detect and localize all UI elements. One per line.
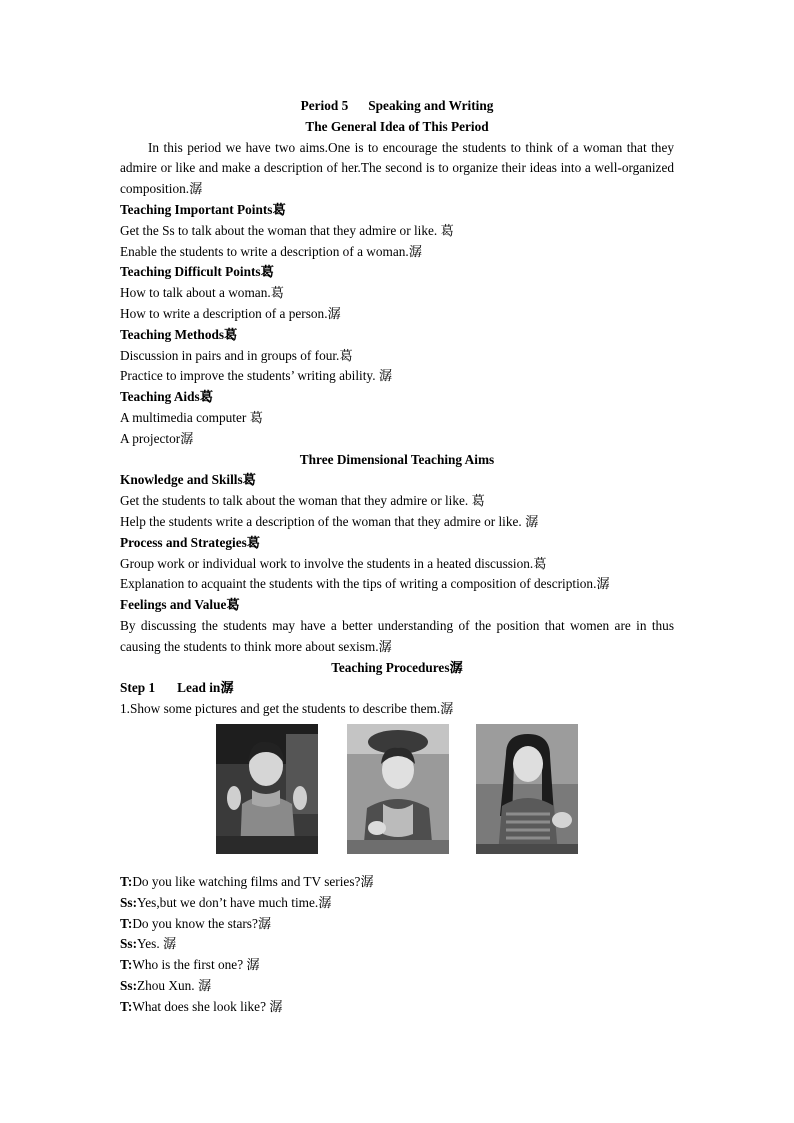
procedures-heading: Teaching Procedures潺 (331, 659, 463, 675)
method-2: Practice to improve the students’ writing ability. 潺 (120, 368, 393, 384)
period-number: Period 5 (300, 98, 349, 113)
speaker-label: Ss: (120, 977, 137, 993)
knowledge-heading: Knowledge and Skills葛 (120, 472, 256, 488)
general-idea-heading: The General Idea of This Period (305, 118, 489, 134)
dialogue-text: Who is the first one? 潺 (132, 957, 260, 973)
dialogue-line-1 (120, 872, 674, 893)
dialogue-text: What does she look like? 潺 (132, 998, 283, 1014)
dialogue-line-2 (120, 893, 674, 914)
methods-heading: Teaching Methods葛 (120, 326, 238, 342)
dialogue-text: Yes,but we don’t have much time.潺 (137, 894, 332, 910)
photo-zhou-xun (216, 724, 318, 854)
dialogue-line-7 (120, 997, 674, 1018)
dialogue-line-3 (120, 914, 674, 935)
speaker-label: T: (120, 998, 133, 1014)
step1-instruction: 1.Show some pictures and get the students to describe them.潺 (120, 701, 454, 717)
process-heading: Process and Strategies葛 (120, 534, 261, 550)
aid-1: A multimedia computer 葛 (120, 409, 263, 425)
intro-paragraph: In this period we have two aims.One is to encourage the students to think of a woman that they admire or like and make a description of her.The second is to organize their ideas into a well-organized composition.潺 (120, 139, 674, 197)
period-topic: Speaking and Writing (368, 98, 494, 113)
difficult-points-heading: Teaching Difficult Points葛 (120, 264, 274, 280)
photo-row (120, 724, 674, 872)
speaker-label: T: (120, 915, 133, 931)
knowledge-item-1: Get the students to talk about the woman that they admire or like. 葛 (120, 493, 485, 509)
aids-heading: Teaching Aids葛 (120, 389, 213, 405)
important-points-heading: Teaching Important Points葛 (120, 201, 286, 217)
dialogue-line-5 (120, 955, 674, 976)
process-item-2: Explanation to acquaint the students with the tips of writing a composition of description.潺 (120, 576, 610, 592)
dialogue-text: Yes. 潺 (137, 936, 177, 952)
aid-2: A projector潺 (120, 430, 194, 446)
difficult-point-1: How to talk about a woman.葛 (120, 285, 284, 301)
three-dimensional-heading: Three Dimensional Teaching Aims (299, 451, 495, 467)
step1-title: Lead in潺 (177, 680, 234, 696)
feelings-text: By discussing the students may have a better understanding of the position that women are in thus causing the students to think more about sexism.潺 (120, 617, 674, 654)
important-point-1: Get the Ss to talk about the woman that they admire or like. 葛 (120, 222, 454, 238)
step1-number: Step 1 (120, 680, 156, 696)
difficult-point-2: How to write a description of a person.潺 (120, 305, 341, 321)
method-1: Discussion in pairs and in groups of four.葛 (120, 347, 353, 363)
dialogue-line-4 (120, 934, 674, 955)
feelings-heading: Feelings and Value葛 (120, 597, 240, 613)
dialogue-text: Do you like watching films and TV series?潺 (132, 873, 374, 889)
important-point-2: Enable the students to write a description of a woman.潺 (120, 243, 423, 259)
photo-star-three (476, 724, 578, 854)
speaker-label: T: (120, 873, 133, 889)
dialogue-text: Do you know the stars?潺 (132, 915, 272, 931)
photo-star-two (347, 724, 449, 854)
period-title (120, 96, 674, 117)
speaker-label: T: (120, 957, 133, 973)
dialogue-line-6 (120, 976, 674, 997)
knowledge-item-2: Help the students write a description of the woman that they admire or like. 潺 (120, 513, 539, 529)
step1-heading (120, 678, 674, 699)
dialogue-text: Zhou Xun. 潺 (137, 977, 212, 993)
document-page (120, 96, 674, 1017)
speaker-label: Ss: (120, 894, 137, 910)
speaker-label: Ss: (120, 936, 137, 952)
process-item-1: Group work or individual work to involve the students in a heated discussion.葛 (120, 555, 547, 571)
